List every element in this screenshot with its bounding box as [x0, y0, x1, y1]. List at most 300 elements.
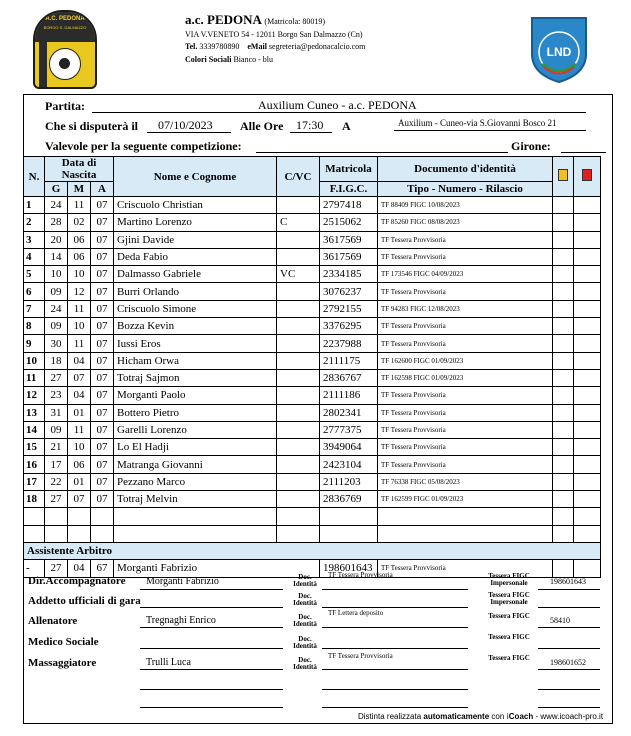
player-document: TF 94283 FIGC 12/08/2023 [378, 300, 553, 317]
player-red-card [574, 231, 601, 248]
player-cvc [277, 473, 320, 490]
player-birth-month: 01 [68, 404, 91, 421]
allenatore-tess-label: Tessera FIGC [488, 612, 530, 620]
player-birth-year: 07 [91, 231, 114, 248]
player-number: 16 [24, 456, 45, 473]
header-matricola: Matricola [320, 157, 378, 182]
player-document: TF 76338 FIGC 05/08/2023 [378, 473, 553, 490]
table-row [24, 456, 601, 473]
players-table [23, 156, 601, 578]
player-rows [24, 197, 601, 578]
header-nome: Nome e Cognome [114, 157, 277, 197]
player-yellow-card [553, 266, 574, 283]
addetto-label: Addetto ufficiali di gara [28, 595, 141, 607]
player-red-card [574, 318, 601, 335]
player-birth-month: 06 [68, 248, 91, 265]
player-cvc [277, 369, 320, 386]
a-label: A [342, 119, 351, 133]
club-colori: Bianco - blu [233, 54, 273, 64]
player-document: TF Tessera Provvisoria [378, 421, 553, 438]
player-number: 9 [24, 335, 45, 352]
player-name: Garelli Lorenzo [114, 421, 277, 438]
football-icon [49, 48, 81, 80]
player-birth-year: 07 [91, 214, 114, 231]
table-row [24, 335, 601, 352]
red-card-icon [582, 169, 592, 181]
table-row [24, 352, 601, 369]
player-name: Pezzano Marco [114, 473, 277, 490]
player-yellow-card [553, 318, 574, 335]
player-red-card [574, 491, 601, 508]
assistente-yellow-card [553, 560, 574, 577]
player-name: Martino Lorenzo [114, 214, 277, 231]
table-row [24, 421, 601, 438]
player-birth-year: 07 [91, 335, 114, 352]
player-yellow-card [553, 197, 574, 214]
empty-row [24, 508, 601, 525]
empty-cell [574, 508, 601, 525]
player-birth-month: 04 [68, 352, 91, 369]
table-row [24, 248, 601, 265]
player-birth-year: 07 [91, 491, 114, 508]
player-birth-month: 11 [68, 421, 91, 438]
player-birth-month: 07 [68, 491, 91, 508]
player-birth-month: 06 [68, 456, 91, 473]
empty-cell [574, 525, 601, 542]
assistente-birth-day: 27 [45, 560, 68, 577]
player-document: TF 162598 FIGC 01/09/2023 [378, 369, 553, 386]
player-yellow-card [553, 300, 574, 317]
player-number: 4 [24, 248, 45, 265]
player-name: Totraj Sajmon [114, 369, 277, 386]
player-number: 5 [24, 266, 45, 283]
player-number: 7 [24, 300, 45, 317]
club-email: segreteria@pedonacalcio.com [268, 42, 366, 51]
player-number: 6 [24, 283, 45, 300]
empty-cell [45, 508, 68, 525]
player-yellow-card [553, 352, 574, 369]
table-row [24, 491, 601, 508]
player-matricola: 2836767 [320, 369, 378, 386]
table-row [24, 473, 601, 490]
massaggiatore-name: Trulli Luca [146, 657, 191, 668]
assistente-matricola: 198601643 [320, 560, 378, 577]
medico-tess-label: Tessera FIGC [488, 633, 530, 641]
player-document: TF Tessera Provvisoria [378, 248, 553, 265]
player-yellow-card [553, 456, 574, 473]
partita-label: Partita: [45, 99, 85, 113]
allenatore-label: Allenatore [28, 615, 78, 627]
empty-row [24, 525, 601, 542]
player-name: Iussi Eros [114, 335, 277, 352]
player-birth-day: 22 [45, 473, 68, 490]
footer-auto: automaticamente [423, 712, 490, 721]
empty-cell [68, 508, 91, 525]
player-birth-day: 18 [45, 352, 68, 369]
massaggiatore-doc: TF Tessera Provvisoria [328, 652, 393, 660]
club-logo [33, 10, 97, 89]
header-a: A [91, 182, 114, 197]
table-row [24, 231, 601, 248]
player-document: TF 88409 FIGC 10/08/2023 [378, 197, 553, 214]
player-document: TF Tessera Provvisoria [378, 231, 553, 248]
player-matricola: 2111175 [320, 352, 378, 369]
club-name: a.c. PEDONA [185, 12, 262, 27]
player-number: 15 [24, 439, 45, 456]
player-document: TF Tessera Provvisoria [378, 387, 553, 404]
player-name: Deda Fabio [114, 248, 277, 265]
player-red-card [574, 421, 601, 438]
player-birth-day: 23 [45, 387, 68, 404]
player-birth-month: 02 [68, 214, 91, 231]
player-red-card [574, 283, 601, 300]
player-name: Lo El Hadji [114, 439, 277, 456]
player-matricola: 3076237 [320, 283, 378, 300]
assistente-birth-year: 67 [91, 560, 114, 577]
player-birth-month: 11 [68, 197, 91, 214]
footer-brand-i: i [506, 712, 509, 721]
player-document: TF Tessera Provvisoria [378, 456, 553, 473]
player-birth-year: 07 [91, 352, 114, 369]
player-yellow-card [553, 231, 574, 248]
club-tel: 3339780890 [199, 42, 240, 51]
player-name: Morganti Paolo [114, 387, 277, 404]
player-birth-day: 27 [45, 369, 68, 386]
allenatore-doc: TF Lettera deposito [328, 609, 384, 617]
player-matricola: 2515062 [320, 214, 378, 231]
player-yellow-card [553, 283, 574, 300]
player-cvc [277, 318, 320, 335]
player-cvc [277, 456, 320, 473]
player-name: Dalmasso Gabriele [114, 266, 277, 283]
player-red-card [574, 369, 601, 386]
player-matricola: 2423104 [320, 456, 378, 473]
player-red-card [574, 214, 601, 231]
player-matricola: 2777375 [320, 421, 378, 438]
player-birth-day: 24 [45, 197, 68, 214]
player-cvc [277, 404, 320, 421]
club-address: VIA V.VENETO 54 - 12011 Borgo San Dalmazzo (Cn) [185, 29, 363, 39]
empty-cell [277, 525, 320, 542]
footer-url[interactable]: - www.icoach-pro.it [535, 712, 604, 721]
addetto-tess-label: Tessera FIGC Impersonale [488, 591, 530, 606]
table-row [24, 318, 601, 335]
club-matricola: (Matricola: 80019) [264, 17, 326, 26]
player-cvc [277, 300, 320, 317]
empty-cell [24, 525, 45, 542]
table-row [24, 404, 601, 421]
player-birth-year: 07 [91, 387, 114, 404]
player-birth-month: 11 [68, 335, 91, 352]
player-matricola: 2237988 [320, 335, 378, 352]
header-documento: Documento d'identità [378, 157, 553, 182]
dir-doc: TF Tessera Provvisoria [328, 571, 393, 579]
player-red-card [574, 473, 601, 490]
email-label: eMail [247, 42, 267, 51]
player-cvc: C [277, 214, 320, 231]
player-matricola: 2792155 [320, 300, 378, 317]
dir-label: Dir.Accompagnatore [28, 575, 126, 587]
player-birth-year: 07 [91, 248, 114, 265]
dir-doc-label: Doc. Identità [293, 573, 317, 588]
player-cvc [277, 335, 320, 352]
table-row [24, 387, 601, 404]
data-value: 07/10/2023 [158, 118, 213, 132]
player-red-card [574, 387, 601, 404]
player-red-card [574, 335, 601, 352]
player-birth-year: 07 [91, 404, 114, 421]
assistente-number: - [24, 560, 45, 577]
player-matricola: 2797418 [320, 197, 378, 214]
player-birth-month: 11 [68, 300, 91, 317]
empty-cell [553, 508, 574, 525]
player-cvc [277, 231, 320, 248]
player-red-card [574, 404, 601, 421]
massaggiatore-label: Massaggiatore [28, 657, 97, 669]
player-birth-day: 30 [45, 335, 68, 352]
header-m: M [68, 182, 91, 197]
player-document: TF Tessera Provvisoria [378, 335, 553, 352]
player-birth-day: 31 [45, 404, 68, 421]
header-data-nascita: Data di Nascita [45, 157, 114, 182]
player-birth-year: 07 [91, 439, 114, 456]
player-yellow-card [553, 491, 574, 508]
table-row [24, 369, 601, 386]
dir-tess: 198601643 [550, 577, 586, 586]
table-row [24, 300, 601, 317]
player-red-card [574, 266, 601, 283]
player-birth-day: 09 [45, 421, 68, 438]
player-name: Criscuolo Christian [114, 197, 277, 214]
footer-con: con [491, 712, 505, 721]
player-name: Totraj Melvin [114, 491, 277, 508]
player-yellow-card [553, 439, 574, 456]
player-number: 12 [24, 387, 45, 404]
empty-cell [45, 525, 68, 542]
header-figc: F.I.G.C. [320, 182, 378, 197]
assistente-name: Morganti Fabrizio [114, 560, 320, 577]
empty-cell [91, 525, 114, 542]
empty-cell [378, 508, 553, 525]
partita-value: Auxilium Cuneo - a.c. PEDONA [258, 98, 417, 112]
player-number: 10 [24, 352, 45, 369]
player-birth-day: 17 [45, 456, 68, 473]
player-cvc [277, 387, 320, 404]
tel-label: Tel. [185, 42, 198, 51]
player-birth-year: 07 [91, 473, 114, 490]
header-red-card [574, 157, 601, 197]
table-row [24, 197, 601, 214]
player-matricola: 3617569 [320, 248, 378, 265]
massaggiatore-tess: 198601652 [550, 658, 586, 667]
massaggiatore-tess-label: Tessera FIGC [488, 654, 530, 662]
player-yellow-card [553, 369, 574, 386]
club-info [185, 14, 365, 66]
player-yellow-card [553, 421, 574, 438]
player-red-card [574, 300, 601, 317]
player-birth-day: 14 [45, 248, 68, 265]
allenatore-doc-label: Doc. Identità [293, 613, 317, 628]
player-document: TF Tessera Provvisoria [378, 404, 553, 421]
player-yellow-card [553, 214, 574, 231]
player-birth-year: 07 [91, 300, 114, 317]
player-name: Bozza Kevin [114, 318, 277, 335]
player-matricola: 2111203 [320, 473, 378, 490]
player-birth-year: 07 [91, 456, 114, 473]
player-number: 17 [24, 473, 45, 490]
player-yellow-card [553, 335, 574, 352]
player-name: Hicham Orwa [114, 352, 277, 369]
player-birth-month: 10 [68, 318, 91, 335]
player-cvc [277, 197, 320, 214]
empty-cell [114, 525, 277, 542]
lnd-logo [528, 14, 590, 84]
player-birth-day: 21 [45, 439, 68, 456]
player-name: Burri Orlando [114, 283, 277, 300]
dir-tess-label: Tessera FIGC Impersonale [488, 572, 530, 587]
player-birth-day: 28 [45, 214, 68, 231]
footer-prefix: Distinta realizzata [358, 712, 422, 721]
player-number: 14 [24, 421, 45, 438]
player-name: Matranga Giovanni [114, 456, 277, 473]
player-document: TF Tessera Provvisoria [378, 318, 553, 335]
player-matricola: 2334185 [320, 266, 378, 283]
player-name: Criscuolo Simone [114, 300, 277, 317]
player-number: 18 [24, 491, 45, 508]
player-red-card [574, 456, 601, 473]
lnd-logo-text: LND [546, 45, 572, 59]
addetto-doc-label: Doc. Identità [293, 592, 317, 607]
player-matricola: 3617569 [320, 231, 378, 248]
club-logo-sub: BORGO S. DALMAZZO [43, 25, 87, 30]
dir-name: Morganti Fabrizio [146, 576, 219, 587]
assistente-red-card [574, 560, 601, 577]
player-birth-month: 01 [68, 473, 91, 490]
player-matricola: 2802341 [320, 404, 378, 421]
player-birth-year: 07 [91, 283, 114, 300]
allenatore-name: Tregnaghi Enrico [146, 615, 216, 626]
empty-cell [320, 525, 378, 542]
player-document: TF 85260 FIGC 08/08/2023 [378, 214, 553, 231]
competizione-label: Valevole per la seguente competizione: [45, 139, 242, 153]
player-document: TF Tessera Provvisoria [378, 283, 553, 300]
footer [358, 712, 603, 721]
player-number: 11 [24, 369, 45, 386]
player-matricola: 2836769 [320, 491, 378, 508]
player-birth-month: 07 [68, 369, 91, 386]
player-red-card [574, 197, 601, 214]
player-name: Bottero Pietro [114, 404, 277, 421]
header-n: N. [24, 157, 45, 197]
player-cvc [277, 248, 320, 265]
player-yellow-card [553, 248, 574, 265]
player-cvc [277, 421, 320, 438]
player-document: TF 162599 FIGC 01/09/2023 [378, 491, 553, 508]
empty-cell [553, 525, 574, 542]
player-birth-day: 10 [45, 266, 68, 283]
medico-label: Medico Sociale [28, 636, 99, 648]
player-cvc [277, 352, 320, 369]
player-birth-year: 07 [91, 266, 114, 283]
table-row [24, 214, 601, 231]
player-birth-year: 07 [91, 197, 114, 214]
player-name: Gjini Davide [114, 231, 277, 248]
allenatore-tess: 58410 [550, 616, 570, 625]
empty-cell [114, 508, 277, 525]
player-number: 2 [24, 214, 45, 231]
player-red-card [574, 352, 601, 369]
assistente-birth-month: 04 [68, 560, 91, 577]
player-number: 3 [24, 231, 45, 248]
player-number: 8 [24, 318, 45, 335]
assistente-document: TF Tessera Provvisoria [378, 560, 553, 577]
player-number: 1 [24, 197, 45, 214]
player-matricola: 3376295 [320, 318, 378, 335]
player-number: 13 [24, 404, 45, 421]
player-birth-day: 24 [45, 300, 68, 317]
player-birth-month: 10 [68, 439, 91, 456]
empty-cell [277, 508, 320, 525]
assistente-header-row [24, 542, 601, 559]
player-red-card [574, 248, 601, 265]
girone-label: Girone: [511, 139, 551, 153]
player-document: TF Tessera Provvisoria [378, 439, 553, 456]
empty-cell [91, 508, 114, 525]
player-yellow-card [553, 387, 574, 404]
medico-doc-label: Doc. Identità [293, 635, 317, 650]
data-label: Che si disputerà il [45, 119, 139, 133]
table-row [24, 283, 601, 300]
player-birth-day: 09 [45, 283, 68, 300]
player-cvc [277, 439, 320, 456]
header-cvc: C/VC [277, 157, 320, 197]
player-birth-day: 20 [45, 231, 68, 248]
colori-label: Colori Sociali [185, 54, 232, 64]
player-birth-year: 07 [91, 421, 114, 438]
footer-brand: Coach [508, 712, 534, 721]
player-cvc: VC [277, 266, 320, 283]
luogo-value: Auxilium - Cuneo-via S.Giovanni Bosco 21 [398, 118, 557, 128]
header-g: G [45, 182, 68, 197]
player-document: TF 162600 FIGC 01/09/2023 [378, 352, 553, 369]
player-birth-day: 27 [45, 491, 68, 508]
player-matricola: 3949064 [320, 439, 378, 456]
table-row [24, 266, 601, 283]
player-matricola: 2111186 [320, 387, 378, 404]
player-birth-month: 04 [68, 387, 91, 404]
player-document: TF 173546 FIGC 04/09/2023 [378, 266, 553, 283]
ore-value: 17:30 [296, 118, 324, 132]
empty-cell [68, 525, 91, 542]
ore-label: Alle Ore [240, 119, 284, 133]
player-birth-day: 09 [45, 318, 68, 335]
table-row [24, 439, 601, 456]
player-yellow-card [553, 473, 574, 490]
empty-cell [378, 525, 553, 542]
header-doc-sub: Tipo - Numero - Rilascio [378, 182, 553, 197]
player-birth-month: 12 [68, 283, 91, 300]
player-yellow-card [553, 404, 574, 421]
player-birth-year: 07 [91, 318, 114, 335]
massaggiatore-doc-label: Doc. Identità [293, 656, 317, 671]
player-red-card [574, 439, 601, 456]
yellow-card-icon [558, 169, 568, 181]
club-logo-name: A.C. PEDONA [45, 16, 85, 22]
player-birth-month: 10 [68, 266, 91, 283]
empty-cell [320, 508, 378, 525]
player-cvc [277, 283, 320, 300]
player-birth-year: 07 [91, 369, 114, 386]
